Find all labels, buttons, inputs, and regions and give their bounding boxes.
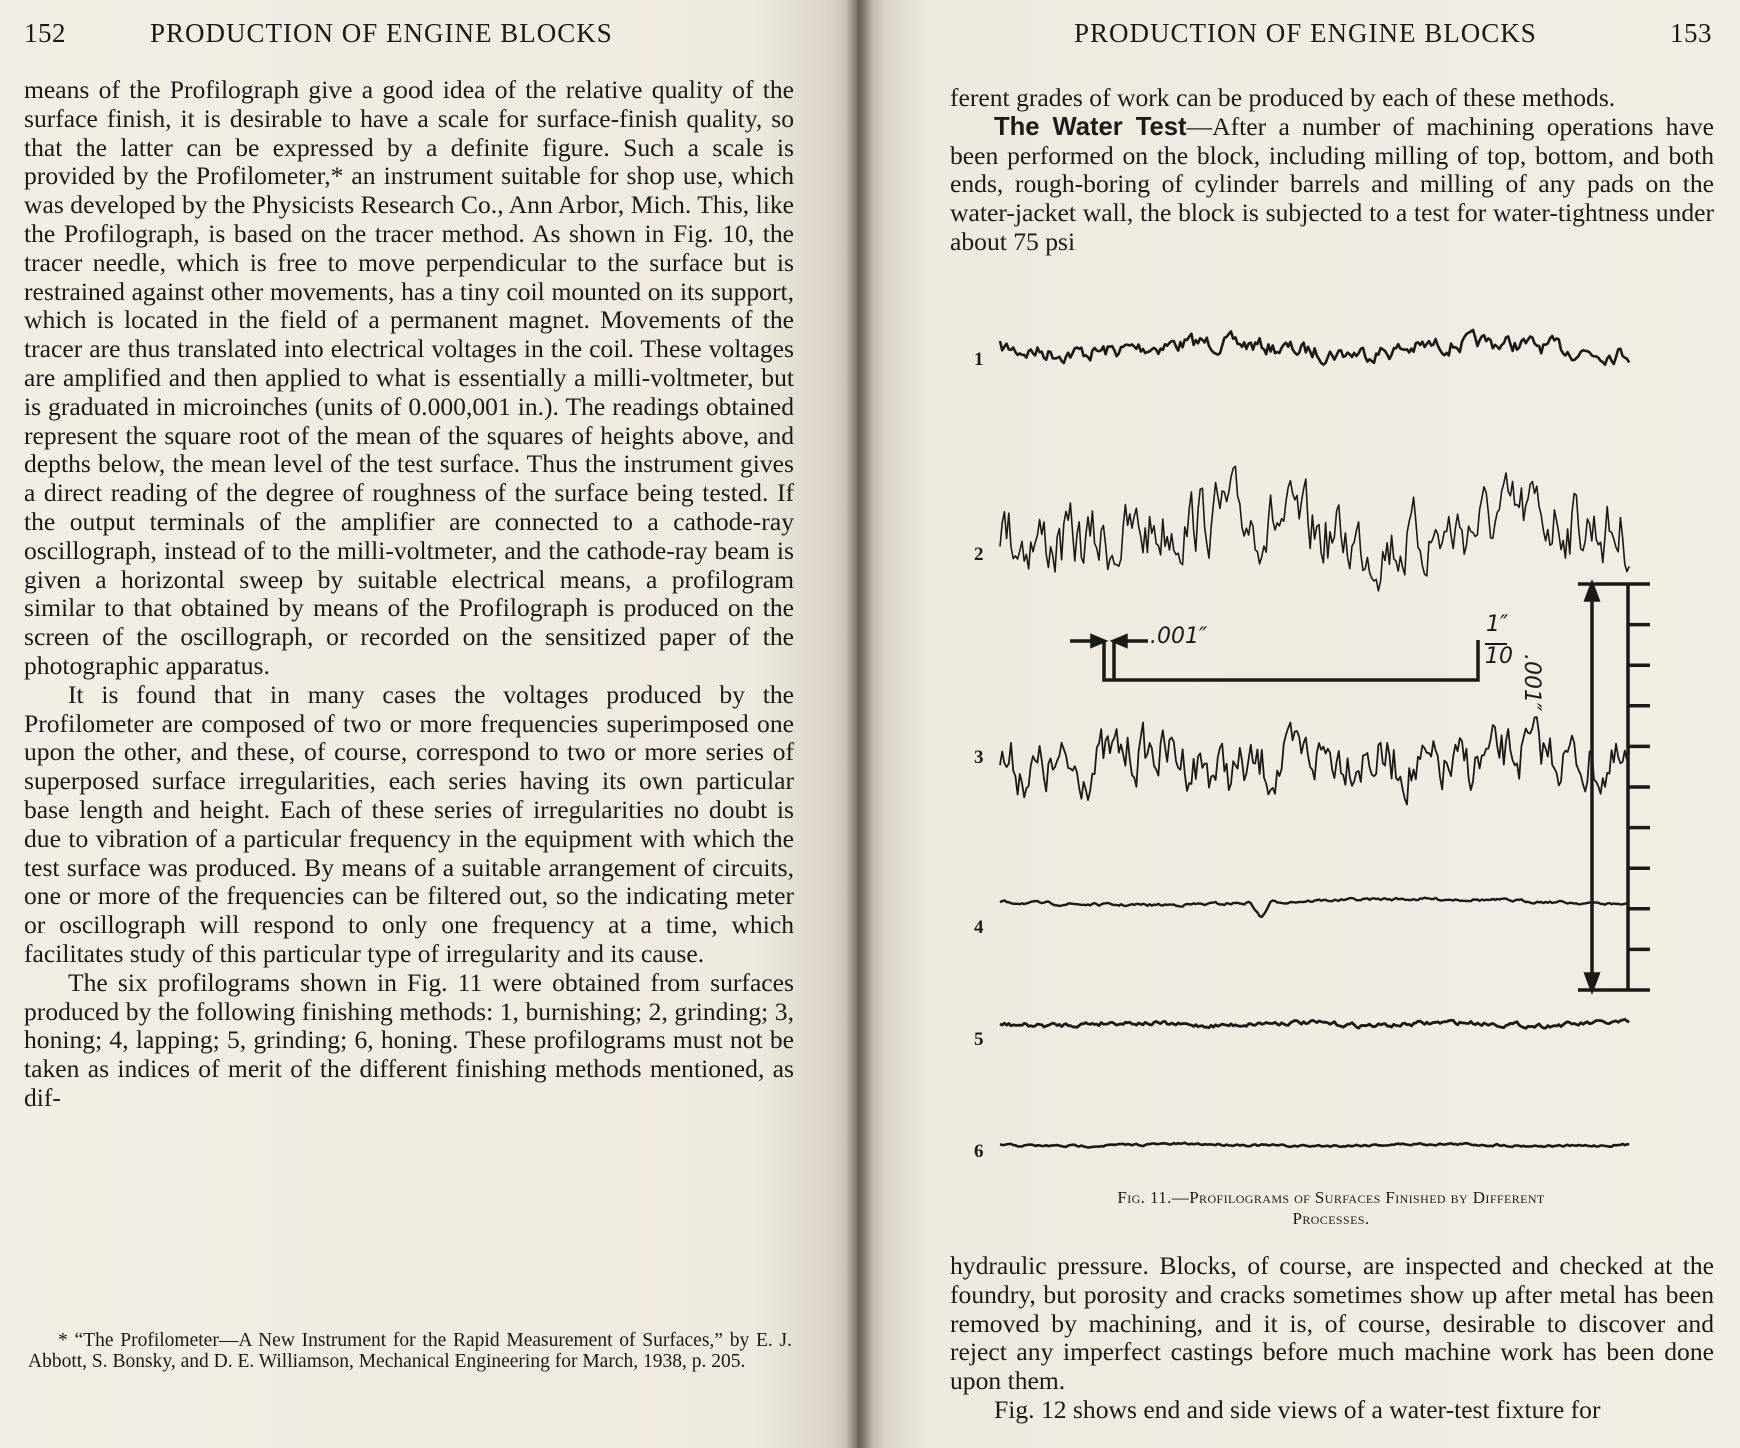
- right-page-number: 153: [1670, 18, 1712, 48]
- trace-label-1: 1: [974, 349, 984, 370]
- after-figure-paragraph: hydraulic pressure. Blocks, of course, are inspected and checked at the foundry, but porosity and cracks sometimes show up after metal has been removed by machining, and it is, of course, desirable to discover and reject any imperfect castings before much machine work has been done upon them.: [950, 1251, 1714, 1396]
- left-paragraph-1: means of the Profilograph give a good idea of the relative quality of the surface finish, it is desirable to have a scale for surface-finish quality, so that the latter can be expressed by a definite figure. Such a scale is provided by the Profilometer,* an instrument suitable for shop use, which was developed by the Physicists Research Co., Ann Arbor, Mich. This, like the Profilograph, is based on the tracer method. As shown in Fig. 10, the tracer needle, which is free to move perpendicular to the surface but is restrained against other movements, has a tiny coil mounted on its support, which is located in the field of a permanent magnet. Movements of the tracer are thus translated into electrical voltages in the coil. These voltages are amplified and then applied to what is essentially a milli-voltmeter, but is graduated in microinches (units of 0.000,001 in.). The readings obtained represent the square root of the mean of the squares of heights above, and depths below, the mean level of the test surface. Thus the instrument gives a direct reading of the degree of roughness of the surface being tested. If the output terminals of the amplifier are connected to a cathode-ray oscillograph, instead of to the milli-voltmeter, and the cathode-ray beam is given a horizontal sweep by suitable electrical means, a profilogram similar to that obtained by means of the Profilograph is produced on the screen of the oscillograph, or recorded on the sensitized paper of the photographic apparatus.: [24, 75, 794, 680]
- profilogram-traces: [1000, 330, 1629, 1148]
- figure-caption: [948, 1187, 1714, 1229]
- water-test-text: —After a number of machining operations have been performed on the block, including milling of top, bottom, and both ends, rough-boring of cylinder barrels and milling of any pads on the water-jacket wall, the block is subjected to a test for water-tightness under about 75 psi: [950, 111, 1714, 256]
- trace-label-6: 6: [974, 1141, 984, 1162]
- trace-label-5: 5: [974, 1029, 984, 1050]
- trace-label-4: 4: [974, 917, 984, 938]
- book-gutter: [846, 0, 872, 1448]
- footnote-text: * “The Profilometer—A New Instrument for the Rapid Measurement of Surfaces,” by E. J. Abbott, S. Bonsky, and D. E. Williamson, Mechanical Engineering for March, 1938, p. 205.: [28, 1330, 792, 1372]
- trace-label-2: 2: [974, 544, 984, 565]
- footnote: [28, 1330, 792, 1372]
- trace-1-burnishing: [1000, 330, 1629, 365]
- left-paragraph-3: The six profilograms shown in Fig. 11 were obtained from surfaces produced by the following finishing methods: 1, burnishing; 2, grinding; 3, honing; 4, lapping; 5, grinding; 6, honing. These profilograms must not be taken as indices of merit of the different finishing methods mentioned, as dif-: [24, 967, 794, 1112]
- left-arrow-head: [1092, 636, 1104, 646]
- right-last-line: Fig. 12 shows end and side views of a water-test fixture for: [994, 1394, 1601, 1424]
- right-running-title: PRODUCTION OF ENGINE BLOCKS: [1074, 18, 1537, 48]
- vertical-scale-label: .001″: [1519, 654, 1544, 712]
- water-test-paragraph: [950, 113, 1714, 257]
- right-top-text: [950, 84, 1714, 257]
- right-bottom-text: [950, 1252, 1714, 1425]
- vertical-ruler: [1628, 584, 1650, 990]
- left-running-title: PRODUCTION OF ENGINE BLOCKS: [150, 18, 613, 48]
- left-body-text: [24, 76, 794, 1113]
- trace-4-lapping: [1000, 898, 1629, 917]
- tenth-inch-denominator: 10: [1485, 644, 1513, 669]
- down-arrow-head: [1586, 974, 1598, 990]
- trace-label-3: 3: [974, 747, 984, 768]
- right-top-paragraph: ferent grades of work can be produced by each of these methods.: [950, 83, 1616, 112]
- left-page-number: 152: [24, 18, 66, 48]
- left-paragraph-2: It is found that in many cases the voltages produced by the Profilometer are composed of two or more frequencies superimposed one upon the other, and these, of course, correspond to two or more series of superposed surface irregularities, each series having its own particular base length and height. Each of these series of irregularities no doubt is due to vibration of a particular frequency in the equipment with which the test surface was produced. By means of a suitable arrangement of circuits, one or more of the frequencies can be filtered out, so the indicating meter or oscillograph will respond to only one frequency at a time, which facilitates study of this particular type of irregularity and its cause.: [24, 679, 794, 968]
- figure-caption-line-2: Processes.: [1292, 1209, 1370, 1228]
- figure-caption-line-1: Fig. 11.—Profilograms of Surfaces Finished by Different: [1117, 1188, 1545, 1207]
- up-arrow-head: [1586, 584, 1598, 600]
- left-page: [0, 0, 858, 1448]
- water-test-heading: The Water Test: [994, 112, 1187, 141]
- right-arrow-head: [1114, 636, 1126, 646]
- trace-5-grinding: [1000, 1019, 1629, 1028]
- trace-3-honing: [1000, 717, 1629, 804]
- horizontal-scale-label: .001″: [1150, 624, 1208, 649]
- tenth-inch-numerator: 1″: [1486, 612, 1509, 637]
- trace-2-grinding: [1000, 466, 1629, 591]
- right-page: [858, 0, 1740, 1448]
- trace-6-honing: [1000, 1143, 1629, 1148]
